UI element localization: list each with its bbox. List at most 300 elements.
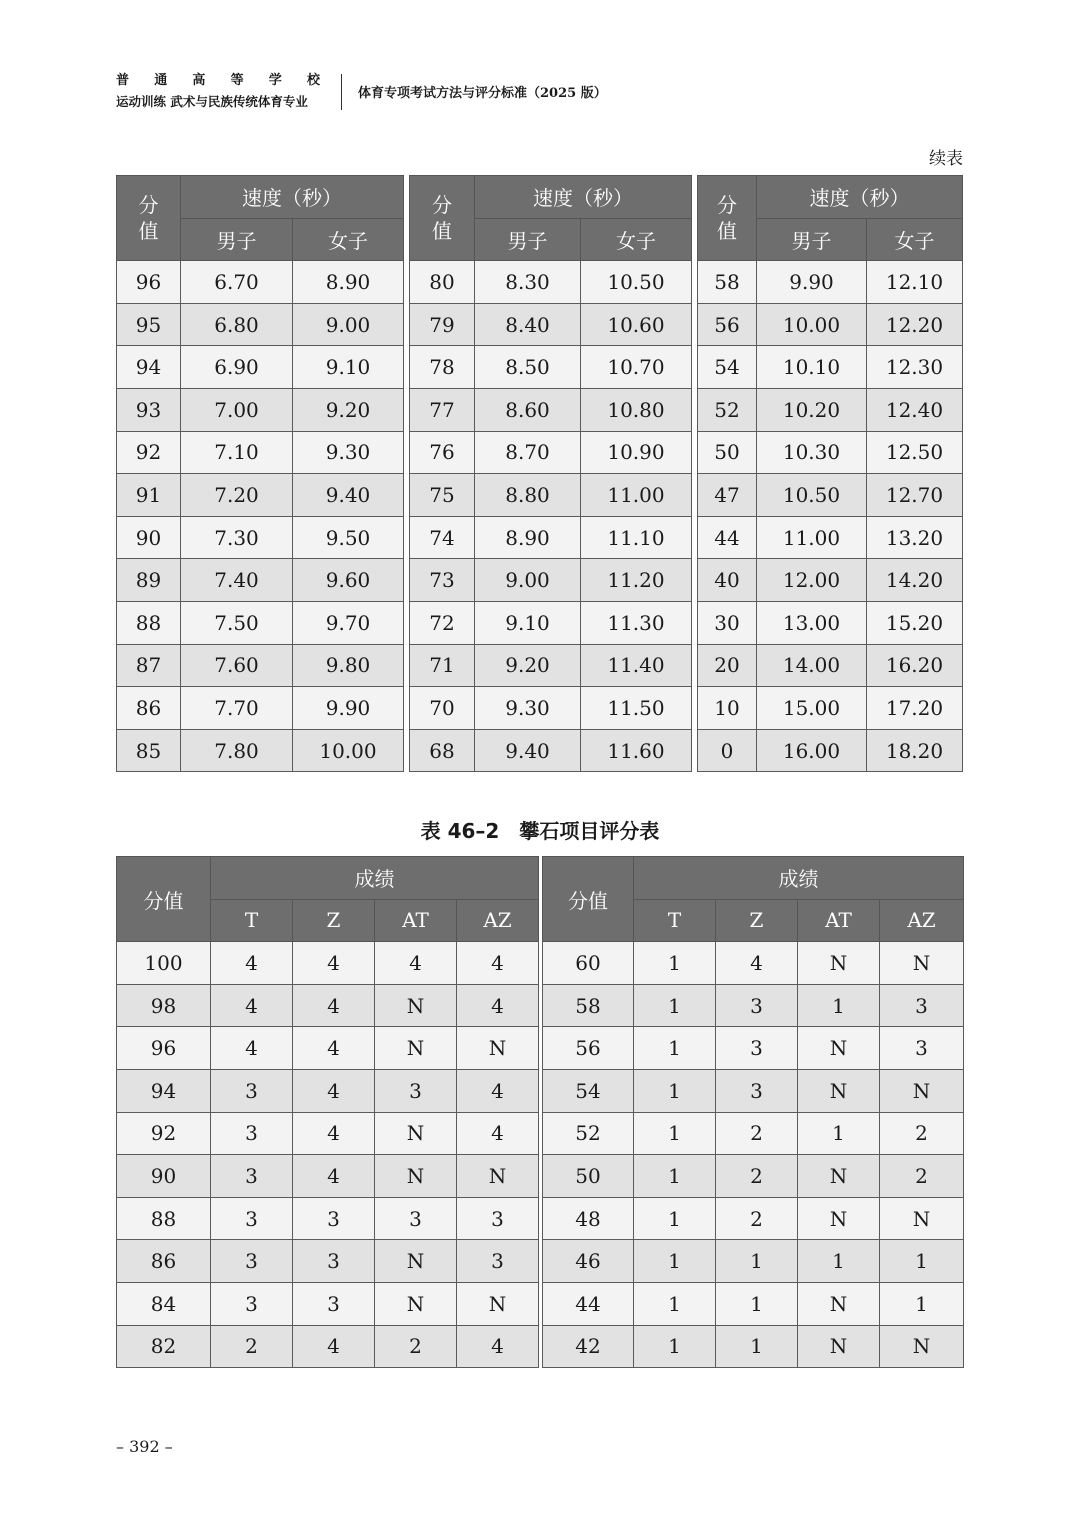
t-cell: 3 [211, 1282, 293, 1325]
score-cell: 68 [410, 729, 475, 772]
score-cell: 44 [543, 1282, 634, 1325]
table-row [698, 729, 963, 772]
t-cell: 1 [634, 1197, 716, 1240]
column-header-z: Z [293, 899, 375, 942]
column-header-az: AZ [457, 899, 539, 942]
t-cell: 3 [211, 1240, 293, 1283]
score-cell: 88 [117, 601, 181, 644]
column-header-az: AZ [880, 899, 964, 942]
z-cell: 4 [293, 984, 375, 1027]
school-char: 校 [306, 73, 320, 88]
speed-group-header: 速度（秒） [475, 176, 692, 219]
t-cell: 3 [211, 1069, 293, 1112]
table-row [543, 1069, 964, 1112]
t-cell: 4 [211, 984, 293, 1027]
female-time-cell: 11.30 [581, 601, 692, 644]
az-cell: N [457, 1155, 539, 1198]
female-time-cell: 9.10 [293, 346, 404, 389]
female-time-cell: 8.90 [293, 261, 404, 304]
at-cell: N [798, 1027, 880, 1070]
score-header-char: 值 [432, 219, 452, 244]
t-cell: 3 [211, 1112, 293, 1155]
female-time-cell: 11.40 [581, 644, 692, 687]
at-cell: N [375, 1027, 457, 1070]
female-time-cell: 10.50 [581, 261, 692, 304]
school-char: 学 [268, 73, 282, 88]
az-cell: N [880, 1069, 964, 1112]
z-cell: 4 [293, 1155, 375, 1198]
table-row [117, 474, 404, 517]
male-time-cell: 8.80 [475, 474, 581, 517]
at-cell: N [375, 984, 457, 1027]
at-cell: N [798, 1197, 880, 1240]
female-time-cell: 9.40 [293, 474, 404, 517]
male-time-cell: 6.80 [181, 303, 293, 346]
male-time-cell: 8.40 [475, 303, 581, 346]
score-cell: 60 [543, 942, 634, 985]
z-cell: 3 [293, 1197, 375, 1240]
male-time-cell: 9.30 [475, 687, 581, 730]
score-header: 分值 [543, 857, 634, 942]
climbing-table-block [542, 856, 964, 1368]
table-row [117, 601, 404, 644]
at-cell: N [375, 1282, 457, 1325]
t-cell: 2 [211, 1325, 293, 1368]
score-cell: 86 [117, 1240, 211, 1283]
male-time-cell: 15.00 [757, 687, 867, 730]
t-cell: 1 [634, 1325, 716, 1368]
table-row [543, 1155, 964, 1198]
male-time-cell: 7.00 [181, 388, 293, 431]
score-cell: 77 [410, 388, 475, 431]
female-header: 女子 [867, 218, 963, 261]
score-cell: 86 [117, 687, 181, 730]
male-time-cell: 9.20 [475, 644, 581, 687]
table-row [117, 644, 404, 687]
male-time-cell: 10.20 [757, 388, 867, 431]
male-time-cell: 7.10 [181, 431, 293, 474]
score-cell: 56 [698, 303, 757, 346]
score-cell: 82 [117, 1325, 211, 1368]
male-time-cell: 8.50 [475, 346, 581, 389]
table-row [543, 1112, 964, 1155]
score-header-char: 值 [717, 219, 737, 244]
table-row [117, 984, 539, 1027]
at-cell: N [798, 942, 880, 985]
score-cell: 72 [410, 601, 475, 644]
speed-group-header: 速度（秒） [757, 176, 963, 219]
female-time-cell: 15.20 [867, 601, 963, 644]
male-time-cell: 8.70 [475, 431, 581, 474]
female-time-cell: 11.50 [581, 687, 692, 730]
table-row [117, 687, 404, 730]
table-row [698, 601, 963, 644]
male-time-cell: 7.30 [181, 516, 293, 559]
score-header [698, 176, 757, 261]
score-cell: 54 [543, 1069, 634, 1112]
t-cell: 1 [634, 1027, 716, 1070]
book-title: 体育专项考试方法与评分标准（2025 版） [358, 86, 607, 101]
az-cell: 4 [457, 942, 539, 985]
male-time-cell: 9.40 [475, 729, 581, 772]
score-cell: 84 [117, 1282, 211, 1325]
at-cell: 1 [798, 1240, 880, 1283]
table-row [117, 516, 404, 559]
male-time-cell: 12.00 [757, 559, 867, 602]
score-cell: 50 [543, 1155, 634, 1198]
az-cell: 4 [457, 984, 539, 1027]
female-time-cell: 10.60 [581, 303, 692, 346]
female-time-cell: 16.20 [867, 644, 963, 687]
table-row [698, 644, 963, 687]
score-cell: 90 [117, 516, 181, 559]
z-cell: 1 [716, 1282, 798, 1325]
male-time-cell: 6.70 [181, 261, 293, 304]
male-time-cell: 9.10 [475, 601, 581, 644]
table-row [117, 1155, 539, 1198]
score-cell: 54 [698, 346, 757, 389]
at-cell: N [375, 1112, 457, 1155]
table-row [410, 261, 692, 304]
score-cell: 71 [410, 644, 475, 687]
column-header-t: T [211, 899, 293, 942]
score-cell: 0 [698, 729, 757, 772]
table-row [117, 559, 404, 602]
table-row [410, 516, 692, 559]
score-cell: 74 [410, 516, 475, 559]
speed-table-block [116, 175, 404, 772]
table-row [543, 1325, 964, 1368]
score-cell: 92 [117, 431, 181, 474]
t-cell: 1 [634, 984, 716, 1027]
z-cell: 3 [293, 1282, 375, 1325]
female-time-cell: 10.00 [293, 729, 404, 772]
male-time-cell: 11.00 [757, 516, 867, 559]
az-cell: N [880, 1325, 964, 1368]
score-cell: 46 [543, 1240, 634, 1283]
male-header: 男子 [475, 218, 581, 261]
female-time-cell: 17.20 [867, 687, 963, 730]
score-cell: 47 [698, 474, 757, 517]
at-cell: N [798, 1069, 880, 1112]
t-cell: 1 [634, 1240, 716, 1283]
table-row [698, 474, 963, 517]
table-row [117, 1112, 539, 1155]
score-cell: 93 [117, 388, 181, 431]
continued-label: 续表 [929, 149, 963, 169]
male-time-cell: 8.90 [475, 516, 581, 559]
score-cell: 78 [410, 346, 475, 389]
score-cell: 40 [698, 559, 757, 602]
score-header [410, 176, 475, 261]
speed-table-block [409, 175, 692, 772]
column-header-t: T [634, 899, 716, 942]
female-time-cell: 11.00 [581, 474, 692, 517]
az-cell: 4 [457, 1069, 539, 1112]
page-number: – 392 – [116, 1437, 173, 1456]
z-cell: 4 [293, 1069, 375, 1112]
z-cell: 3 [716, 984, 798, 1027]
male-header: 男子 [181, 218, 293, 261]
major-line: 运动训练 武术与民族传统体育专业 [116, 94, 308, 109]
female-time-cell: 10.90 [581, 431, 692, 474]
female-time-cell: 9.60 [293, 559, 404, 602]
school-char: 通 [154, 73, 168, 88]
table-row [117, 942, 539, 985]
at-cell: 1 [798, 1112, 880, 1155]
z-cell: 3 [716, 1027, 798, 1070]
table-row [117, 431, 404, 474]
at-cell: N [798, 1282, 880, 1325]
result-group-header: 成绩 [634, 857, 964, 900]
score-cell: 87 [117, 644, 181, 687]
z-cell: 4 [716, 942, 798, 985]
z-cell: 2 [716, 1197, 798, 1240]
z-cell: 2 [716, 1155, 798, 1198]
t-cell: 1 [634, 1112, 716, 1155]
score-cell: 52 [698, 388, 757, 431]
score-cell: 95 [117, 303, 181, 346]
table-row [410, 346, 692, 389]
az-cell: 3 [880, 984, 964, 1027]
table-row [543, 984, 964, 1027]
score-cell: 30 [698, 601, 757, 644]
score-header [117, 176, 181, 261]
female-time-cell: 9.70 [293, 601, 404, 644]
male-time-cell: 16.00 [757, 729, 867, 772]
male-time-cell: 7.50 [181, 601, 293, 644]
score-cell: 98 [117, 984, 211, 1027]
table-row [543, 1240, 964, 1283]
table-row [543, 1197, 964, 1240]
at-cell: 4 [375, 942, 457, 985]
female-time-cell: 12.30 [867, 346, 963, 389]
at-cell: N [375, 1155, 457, 1198]
male-time-cell: 13.00 [757, 601, 867, 644]
male-time-cell: 9.00 [475, 559, 581, 602]
score-cell: 48 [543, 1197, 634, 1240]
male-time-cell: 10.30 [757, 431, 867, 474]
score-cell: 79 [410, 303, 475, 346]
header-divider [341, 74, 342, 110]
score-cell: 80 [410, 261, 475, 304]
score-cell: 92 [117, 1112, 211, 1155]
score-cell: 94 [117, 346, 181, 389]
score-header-char: 值 [138, 219, 159, 244]
z-cell: 2 [716, 1112, 798, 1155]
z-cell: 4 [293, 1112, 375, 1155]
female-time-cell: 9.00 [293, 303, 404, 346]
speed-table-block [697, 175, 963, 772]
female-time-cell: 18.20 [867, 729, 963, 772]
male-time-cell: 6.90 [181, 346, 293, 389]
column-header-z: Z [716, 899, 798, 942]
t-cell: 1 [634, 1069, 716, 1112]
column-header-at: AT [798, 899, 880, 942]
table-row [410, 644, 692, 687]
az-cell: 4 [457, 1325, 539, 1368]
table-row [698, 346, 963, 389]
female-time-cell: 9.30 [293, 431, 404, 474]
score-cell: 70 [410, 687, 475, 730]
male-time-cell: 8.60 [475, 388, 581, 431]
at-cell: 3 [375, 1069, 457, 1112]
az-cell: 3 [457, 1197, 539, 1240]
score-header-char: 分 [138, 193, 159, 218]
at-cell: 3 [375, 1197, 457, 1240]
running-header-left [116, 72, 326, 111]
score-cell: 76 [410, 431, 475, 474]
female-time-cell: 12.70 [867, 474, 963, 517]
result-group-header: 成绩 [211, 857, 539, 900]
az-cell: 1 [880, 1240, 964, 1283]
az-cell: 2 [880, 1155, 964, 1198]
female-time-cell: 14.20 [867, 559, 963, 602]
table-row [410, 559, 692, 602]
table-row [117, 1069, 539, 1112]
table-title: 表 46–2 攀石项目评分表 [420, 819, 660, 843]
t-cell: 4 [211, 942, 293, 985]
male-header: 男子 [757, 218, 867, 261]
male-time-cell: 14.00 [757, 644, 867, 687]
table-row [698, 303, 963, 346]
table-row [117, 303, 404, 346]
t-cell: 1 [634, 1155, 716, 1198]
score-cell: 96 [117, 261, 181, 304]
at-cell: N [798, 1325, 880, 1368]
table-row [543, 1282, 964, 1325]
female-time-cell: 10.70 [581, 346, 692, 389]
score-cell: 52 [543, 1112, 634, 1155]
female-time-cell: 12.50 [867, 431, 963, 474]
male-time-cell: 7.60 [181, 644, 293, 687]
female-time-cell: 12.10 [867, 261, 963, 304]
male-time-cell: 10.00 [757, 303, 867, 346]
female-time-cell: 9.80 [293, 644, 404, 687]
table-row [117, 346, 404, 389]
female-time-cell: 12.40 [867, 388, 963, 431]
climbing-table-block [116, 856, 539, 1368]
table-row [117, 1027, 539, 1070]
at-cell: 2 [375, 1325, 457, 1368]
male-time-cell: 7.20 [181, 474, 293, 517]
az-cell: 1 [880, 1282, 964, 1325]
table-row [410, 303, 692, 346]
table-row [410, 687, 692, 730]
table-row [698, 431, 963, 474]
at-cell: 1 [798, 984, 880, 1027]
score-cell: 10 [698, 687, 757, 730]
table-row [117, 388, 404, 431]
table-row [698, 516, 963, 559]
column-header-at: AT [375, 899, 457, 942]
table-row [117, 1325, 539, 1368]
male-time-cell: 7.40 [181, 559, 293, 602]
score-cell: 94 [117, 1069, 211, 1112]
at-cell: N [798, 1155, 880, 1198]
table-row [698, 261, 963, 304]
score-cell: 50 [698, 431, 757, 474]
az-cell: N [457, 1282, 539, 1325]
z-cell: 4 [293, 942, 375, 985]
score-cell: 89 [117, 559, 181, 602]
male-time-cell: 8.30 [475, 261, 581, 304]
female-time-cell: 9.90 [293, 687, 404, 730]
table-row [410, 601, 692, 644]
table-row [117, 261, 404, 304]
score-cell: 20 [698, 644, 757, 687]
z-cell: 3 [716, 1069, 798, 1112]
male-time-cell: 10.50 [757, 474, 867, 517]
score-cell: 58 [698, 261, 757, 304]
female-time-cell: 13.20 [867, 516, 963, 559]
at-cell: N [375, 1240, 457, 1283]
female-time-cell: 9.20 [293, 388, 404, 431]
female-time-cell: 10.80 [581, 388, 692, 431]
az-cell: 3 [880, 1027, 964, 1070]
school-char: 等 [230, 73, 244, 88]
score-cell: 56 [543, 1027, 634, 1070]
az-cell: 3 [457, 1240, 539, 1283]
male-time-cell: 10.10 [757, 346, 867, 389]
male-time-cell: 7.70 [181, 687, 293, 730]
score-cell: 90 [117, 1155, 211, 1198]
score-cell: 85 [117, 729, 181, 772]
table-row [117, 1240, 539, 1283]
az-cell: N [880, 942, 964, 985]
t-cell: 1 [634, 1282, 716, 1325]
score-cell: 91 [117, 474, 181, 517]
score-cell: 42 [543, 1325, 634, 1368]
score-cell: 44 [698, 516, 757, 559]
score-header: 分值 [117, 857, 211, 942]
az-cell: 4 [457, 1112, 539, 1155]
school-char: 普 [116, 73, 130, 88]
table-row [698, 388, 963, 431]
female-header: 女子 [581, 218, 692, 261]
table-row [410, 431, 692, 474]
t-cell: 1 [634, 942, 716, 985]
male-time-cell: 9.90 [757, 261, 867, 304]
school-char: 高 [192, 73, 206, 88]
score-header-char: 分 [717, 193, 737, 218]
az-cell: N [457, 1027, 539, 1070]
female-header: 女子 [293, 218, 404, 261]
score-cell: 58 [543, 984, 634, 1027]
table-row [410, 474, 692, 517]
t-cell: 4 [211, 1027, 293, 1070]
table-row [543, 942, 964, 985]
female-time-cell: 11.10 [581, 516, 692, 559]
z-cell: 4 [293, 1027, 375, 1070]
az-cell: 2 [880, 1112, 964, 1155]
male-time-cell: 7.80 [181, 729, 293, 772]
z-cell: 1 [716, 1325, 798, 1368]
score-header-char: 分 [432, 193, 452, 218]
score-cell: 100 [117, 942, 211, 985]
table-row [410, 729, 692, 772]
table-row [410, 388, 692, 431]
score-cell: 75 [410, 474, 475, 517]
az-cell: N [880, 1197, 964, 1240]
female-time-cell: 11.60 [581, 729, 692, 772]
speed-group-header: 速度（秒） [181, 176, 404, 219]
z-cell: 3 [293, 1240, 375, 1283]
score-cell: 96 [117, 1027, 211, 1070]
female-time-cell: 11.20 [581, 559, 692, 602]
z-cell: 1 [716, 1240, 798, 1283]
score-cell: 88 [117, 1197, 211, 1240]
